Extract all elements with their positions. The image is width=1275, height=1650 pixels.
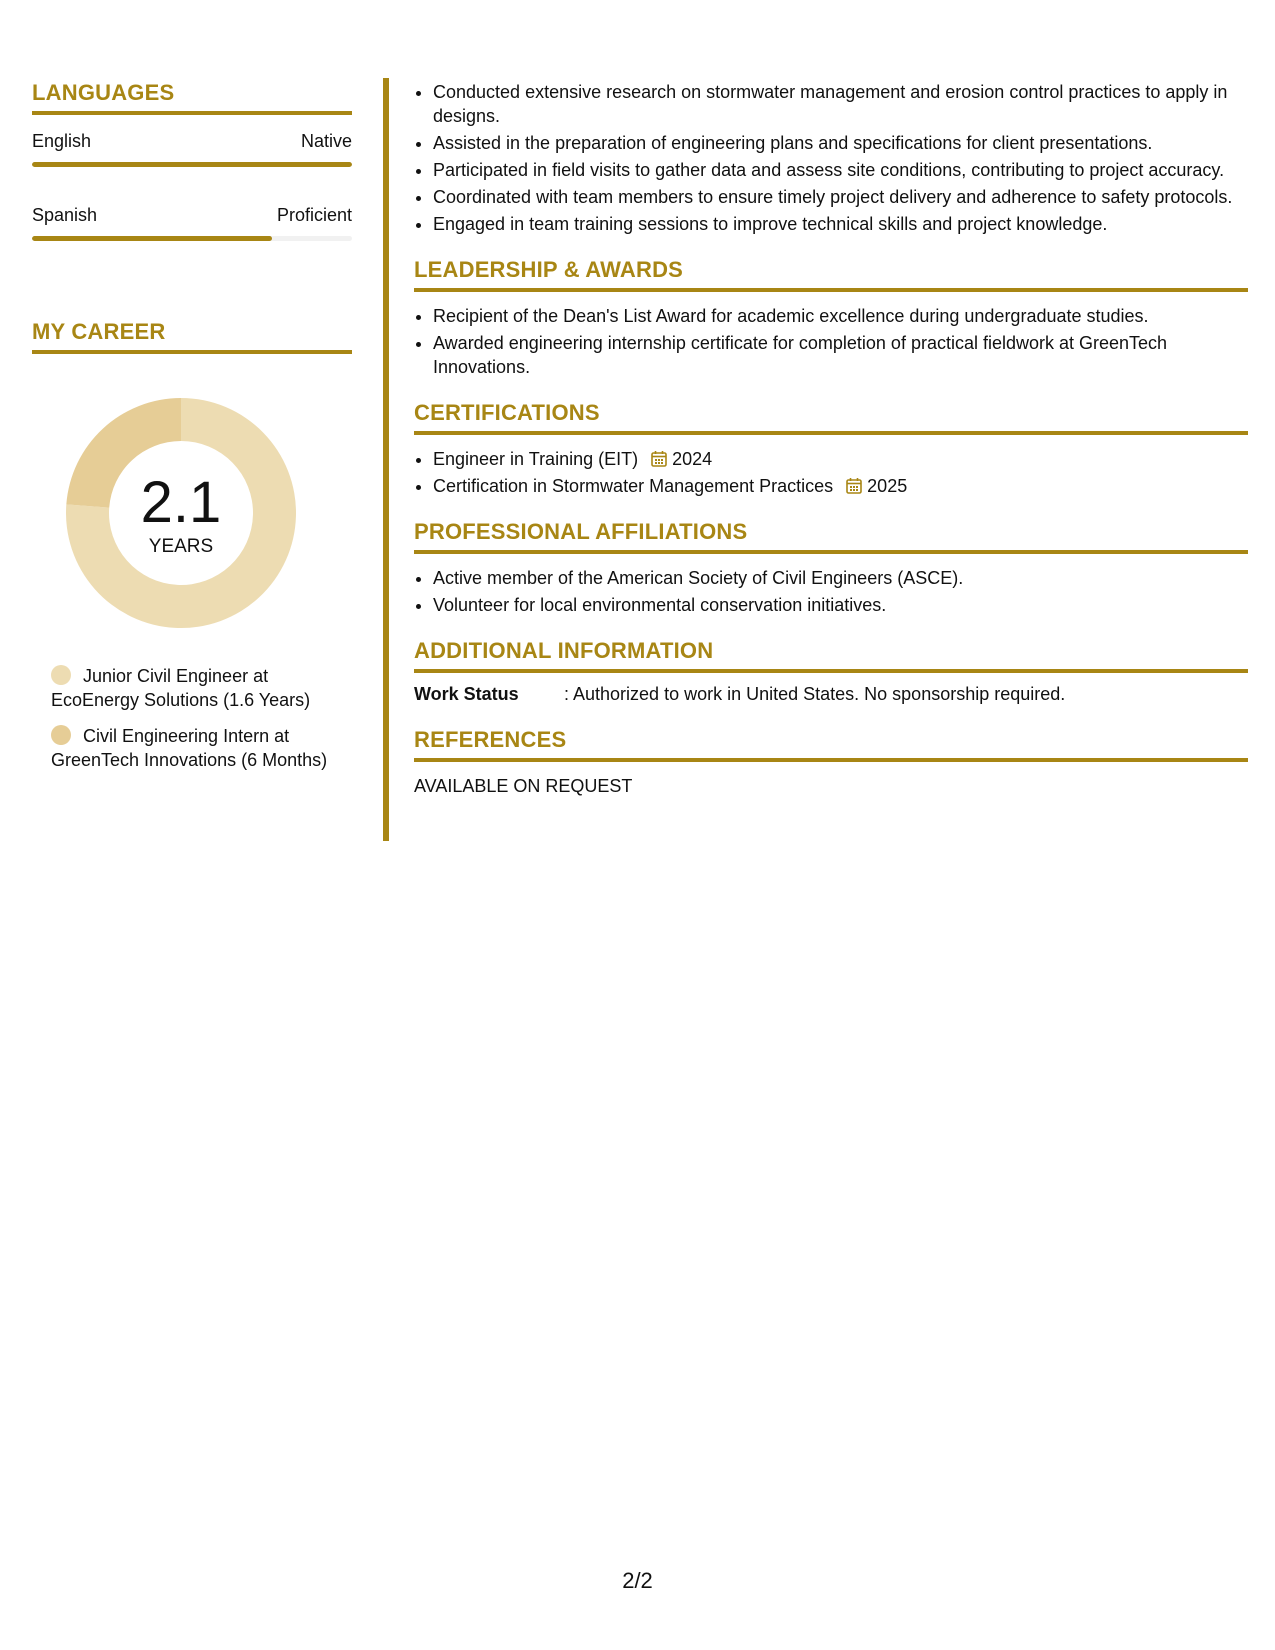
- list-item: • Volunteer for local environmental conservation initiatives.: [433, 593, 1248, 617]
- work-status-row: [414, 682, 1248, 706]
- calendar-icon: [650, 450, 668, 468]
- career-legend: [51, 664, 351, 772]
- additional-info-heading: ADDITIONAL INFORMATION: [414, 638, 1248, 673]
- language-level: Proficient: [276, 205, 352, 225]
- right-column: [414, 80, 1248, 798]
- references-heading: REFERENCES: [414, 727, 1248, 762]
- leadership-section: [414, 257, 1248, 379]
- language-spanish: [32, 203, 352, 241]
- certifications-heading: CERTIFICATIONS: [414, 400, 1248, 435]
- list-item: [433, 447, 1248, 471]
- language-bar: [32, 162, 352, 167]
- list-item: • Coordinated with team members to ensure timely project delivery and adherence to safety protocols.: [433, 185, 1248, 209]
- legend-dot: [51, 665, 71, 685]
- list-item: • Recipient of the Dean's List Award for academic excellence during undergraduate studies.: [433, 304, 1248, 328]
- language-name: Spanish: [32, 205, 98, 225]
- affiliations-section: [414, 519, 1248, 617]
- legend-dot: [51, 725, 71, 745]
- list-item: • Assisted in the preparation of engineering plans and specifications for client presentations.: [433, 131, 1248, 155]
- list-item: • Active member of the American Society of Civil Engineers (ASCE).: [433, 566, 1248, 590]
- page-number: 2/2: [622, 1568, 653, 1593]
- career-section: [32, 319, 352, 772]
- certification-year: 2025: [867, 476, 908, 496]
- list-item: • Conducted extensive research on stormwater management and erosion control practices to apply in designs.: [433, 80, 1248, 128]
- list-item: • Awarded engineering internship certificate for completion of practical fieldwork at GreenTech Innovations.: [433, 331, 1248, 379]
- certifications-section: [414, 400, 1248, 498]
- donut-center: [66, 398, 296, 628]
- references-text: AVAILABLE ON REQUEST: [414, 776, 633, 796]
- language-bar-fill: [32, 162, 352, 167]
- languages-heading: LANGUAGES: [32, 80, 352, 115]
- language-english: [32, 129, 352, 167]
- language-bar: [32, 236, 352, 241]
- language-bar-fill: [32, 236, 272, 241]
- experience-bullets: [414, 80, 1248, 236]
- career-total-unit: YEARS: [148, 536, 214, 557]
- left-column: [32, 80, 352, 784]
- list-item: • Participated in field visits to gather data and assess site conditions, contributing to project accuracy.: [433, 158, 1248, 182]
- column-divider: [383, 78, 389, 841]
- legend-label: Junior Civil Engineer at EcoEnergy Solutions (1.6 Years): [51, 666, 311, 710]
- affiliations-heading: PROFESSIONAL AFFILIATIONS: [414, 519, 1248, 554]
- career-total-years: 2.1: [140, 470, 222, 535]
- legend-item: [51, 724, 351, 772]
- certification-name: Certification in Stormwater Management Practices: [433, 476, 834, 496]
- calendar-icon: [845, 477, 863, 495]
- legend-item: [51, 664, 351, 712]
- references-section: [414, 727, 1248, 798]
- career-donut-chart: [66, 398, 296, 628]
- language-name: English: [32, 131, 92, 151]
- language-level: Native: [300, 131, 352, 151]
- list-item: [433, 474, 1248, 498]
- work-status-value: : Authorized to work in United States. No sponsorship required.: [564, 684, 1066, 704]
- certification-year: 2024: [672, 449, 713, 469]
- certification-name: Engineer in Training (EIT): [433, 449, 639, 469]
- work-status-label: Work Status: [414, 684, 519, 704]
- legend-label: Civil Engineering Intern at GreenTech Innovations (6 Months): [51, 726, 328, 770]
- list-item: • Engaged in team training sessions to improve technical skills and project knowledge.: [433, 212, 1248, 236]
- additional-info-section: [414, 638, 1248, 706]
- career-heading: MY CAREER: [32, 319, 352, 354]
- leadership-heading: LEADERSHIP & AWARDS: [414, 257, 1248, 292]
